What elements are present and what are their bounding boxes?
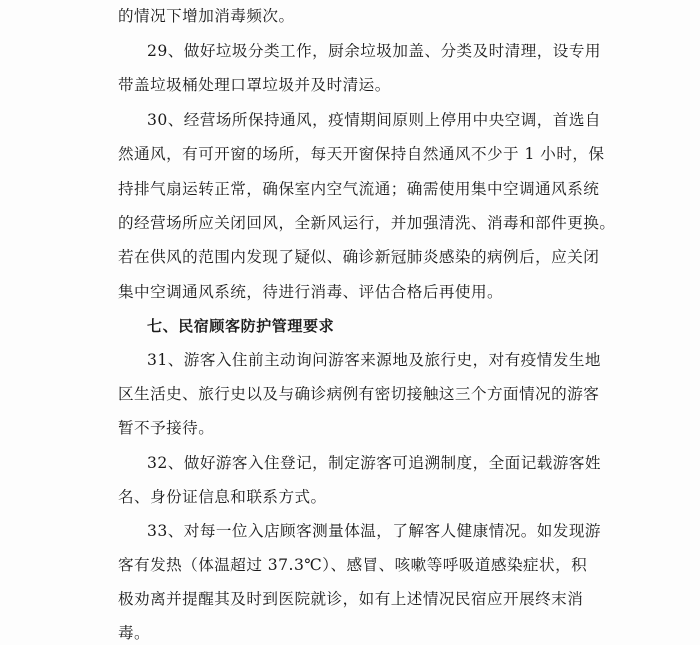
text-line: 持排气扇运转正常，确保室内空气流通；确需使用集中空调通风系统 — [118, 180, 600, 198]
text-line: 区生活史、旅行史以及与确诊病例有密切接触这三个方面情况的游客 — [118, 385, 600, 403]
text-line: 客有发热（体温超过 37.3℃）、感冒、咳嗽等呼吸道感染症状，积 — [118, 556, 588, 574]
text-line: 32、做好游客入住登记，制定游客可追溯制度，全面记载游客姓 — [147, 454, 601, 472]
text-line: 29、做好垃圾分类工作，厨余垃圾加盖、分类及时清理，设专用 — [147, 42, 601, 60]
text-line: 30、经营场所保持通风，疫情期间原则上停用中央空调，首选自 — [147, 111, 601, 129]
text-line: 然通风，有可开窗的场所，每天开窗保持自然通风不少于 1 小时，保 — [118, 145, 605, 163]
text-line: 的经营场所应关闭回风，全新风运行，并加强清洗、消毒和部件更换。 — [118, 214, 616, 232]
text-line: 集中空调通风系统，待进行消毒、评估合格后再使用。 — [118, 283, 504, 301]
text-line: 毒。 — [118, 624, 151, 642]
section-heading: 七、民宿顾客防护管理要求 — [147, 317, 335, 335]
text-line: 暂不予接待。 — [118, 419, 215, 437]
text-line: 若在供风的范围内发现了疑似、确诊新冠肺炎感染的病例后，应关闭 — [118, 248, 600, 266]
text-line: 极劝离并提醒其及时到医院就诊，如有上述情况民宿应开展终末消 — [118, 590, 584, 608]
text-line: 的情况下增加消毒频次。 — [118, 7, 295, 25]
text-line: 33、对每一位入店顾客测量体温，了解客人健康情况。如发现游 — [147, 522, 601, 540]
text-line: 名、身份证信息和联系方式。 — [118, 488, 327, 506]
text-line: 带盖垃圾桶处理口罩垃圾并及时清运。 — [118, 76, 391, 94]
text-line: 31、游客入住前主动询问游客来源地及旅行史，对有疫情发生地 — [147, 351, 601, 369]
